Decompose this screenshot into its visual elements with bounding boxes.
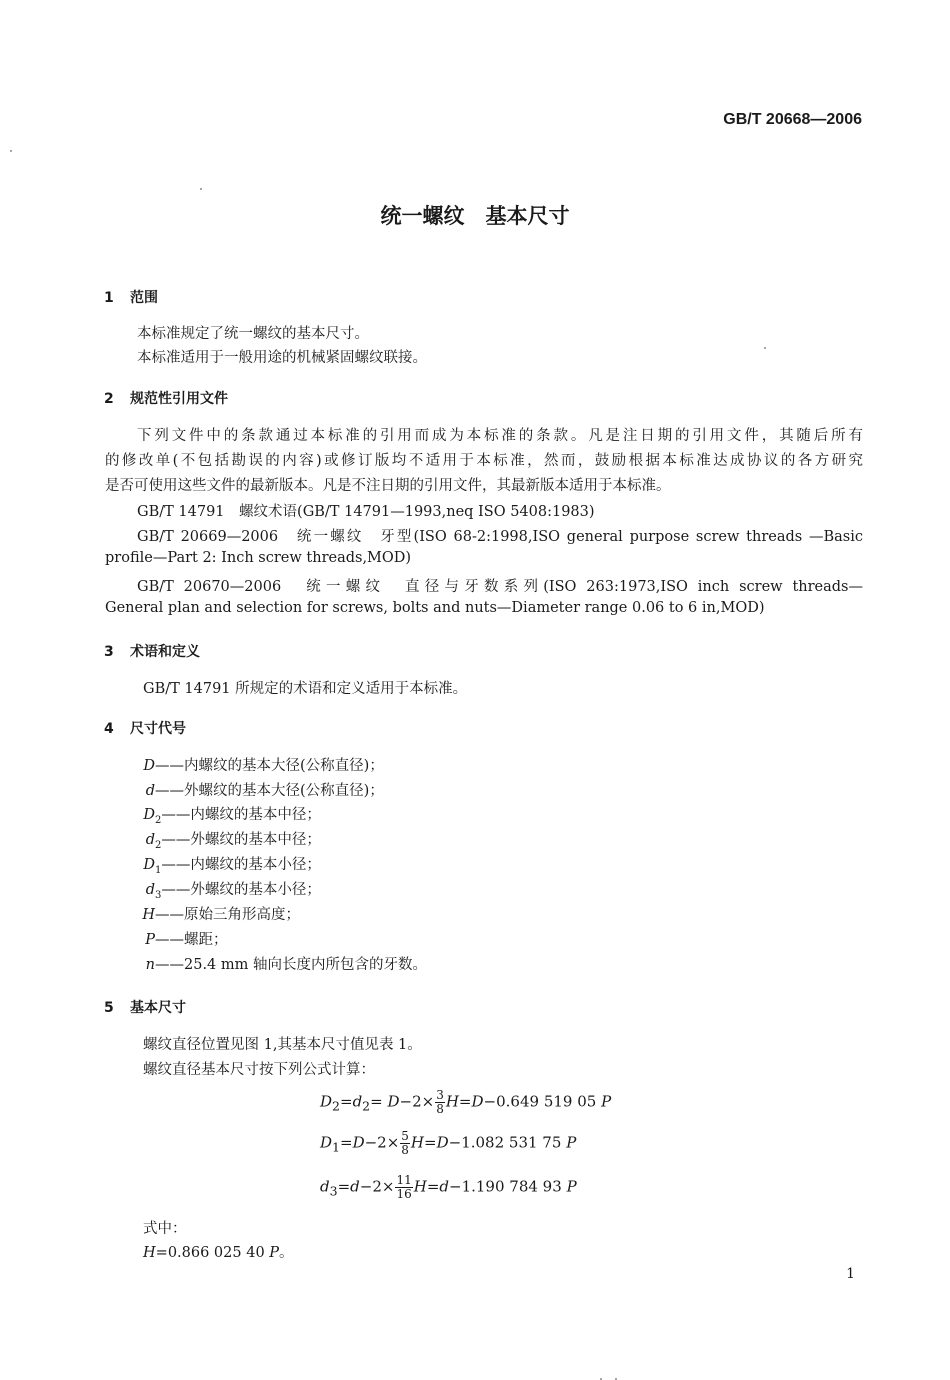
- symbol-description: ——内螺纹的基本中径；: [161, 807, 321, 823]
- formula-d3: $d_3=d-2\times$ $\frac{11}{16}$ H=d−1.190 784 93 P: [320, 1173, 577, 1201]
- symbol-item: [135, 903, 300, 924]
- coefficient: 1.190 784 93: [461, 1177, 562, 1196]
- section-title: 范围: [130, 290, 158, 306]
- section-heading-5: [104, 997, 186, 1017]
- reference-entry: GB/T 20669—2006 统一螺纹 牙型(ISO 68-2:1998,ISO general purpose screw threads —Basic: [137, 529, 863, 545]
- paragraph-line: 是否可使用这些文件的最新版本。凡是不注日期的引用文件，其最新版本适用于本标准。: [105, 478, 671, 494]
- symbol-item: [135, 953, 427, 974]
- paragraph-line: 下列文件中的条款通过本标准的引用而成为本标准的条款。凡是注日期的引用文件，其随后所有: [137, 428, 863, 444]
- symbol-description: ——内螺纹的基本小径；: [161, 857, 321, 873]
- section-title: 尺寸代号: [130, 721, 186, 737]
- section-heading-1: [104, 287, 158, 307]
- symbol: d: [145, 783, 155, 799]
- section-number: 1: [104, 290, 114, 306]
- reference-entry: GB/T 20670—2006 统一螺纹 直径与牙数系列(ISO 263:1973,ISO inch screw threads—: [137, 579, 863, 595]
- symbol-description: ——螺距；: [155, 932, 228, 948]
- symbol-description: ——外螺纹的基本大径(公称直径)；: [155, 783, 384, 799]
- symbol: n: [145, 957, 155, 973]
- symbol: d: [145, 882, 155, 898]
- symbol-description: ——内螺纹的基本大径(公称直径)；: [155, 758, 384, 774]
- paragraph-line: 的修改单(不包括勘误的内容)或修订版均不适用于本标准，然而，鼓励根据本标准达成协议的各方研究: [105, 453, 863, 469]
- symbol-item: [135, 754, 384, 775]
- reference-entry-cont: General plan and selection for screws, bolts and nuts—Diameter range 0.06 to 6 in,MOD): [105, 600, 765, 616]
- reference-entry: GB/T 14791 螺纹术语(GB/T 14791—1993,neq ISO 5408:1983): [137, 504, 595, 520]
- coefficient: 1.082 531 75: [461, 1133, 562, 1152]
- scan-speck: [10, 150, 12, 152]
- h-value: 0.866 025 40: [167, 1245, 265, 1261]
- symbol: d: [145, 832, 155, 848]
- basic-size-line: 螺纹直径基本尺寸按下列公式计算：: [143, 1062, 375, 1078]
- section-title: 基本尺寸: [130, 1000, 186, 1016]
- symbol-description: ——原始三角形高度；: [155, 907, 300, 923]
- page-title: 统一螺纹 基本尺寸: [380, 204, 570, 228]
- fraction: $\frac{3}{8}$: [436, 1088, 444, 1116]
- symbol-subscript: 1: [155, 864, 162, 876]
- section-number: 4: [104, 721, 114, 737]
- fraction: $\frac{5}{8}$: [401, 1129, 409, 1157]
- symbol-item: [135, 828, 321, 851]
- symbol: P: [145, 932, 155, 948]
- section-title: 术语和定义: [130, 644, 200, 660]
- symbol-item: [135, 779, 384, 800]
- section-number: 3: [104, 644, 114, 660]
- reference-entry-cont: profile—Part 2: Inch screw threads,MOD): [105, 550, 412, 566]
- symbol-item: [135, 803, 321, 826]
- coefficient: 0.649 519 05: [496, 1092, 597, 1111]
- symbol-description: ——外螺纹的基本中径；: [161, 832, 321, 848]
- section-heading-4: [104, 718, 186, 738]
- section-heading-2: [104, 388, 228, 408]
- scan-speck: [764, 347, 766, 349]
- where-definition: H=0.866 025 40 P。: [143, 1245, 294, 1261]
- formula-d1: $D_1=D-2\times$ $\frac{5}{8}$ H=D−1.082 531 75 P: [320, 1129, 577, 1157]
- symbol-subscript: 2: [155, 839, 162, 851]
- symbol-item: [135, 853, 321, 876]
- scope-line: 本标准规定了统一螺纹的基本尺寸。: [137, 326, 369, 342]
- page-number: 1: [846, 1266, 855, 1282]
- section-heading-3: [104, 641, 200, 661]
- symbol-description: ——25.4 mm 轴向长度内所包含的牙数。: [155, 957, 428, 973]
- formula-d2: $D_2=d_2= D-2\times$ $\frac{3}{8}$ H=D−0.649 519 05 P: [320, 1088, 612, 1116]
- symbol-description: ——外螺纹的基本小径；: [161, 882, 321, 898]
- section-number: 5: [104, 1000, 114, 1016]
- symbol: D: [143, 857, 155, 873]
- section-number: 2: [104, 391, 114, 407]
- scope-line: 本标准适用于一般用途的机械紧固螺纹联接。: [137, 350, 427, 366]
- standard-code: GB/T 20668—2006: [723, 111, 862, 128]
- symbol: D: [143, 807, 155, 823]
- symbol-subscript: 2: [155, 814, 162, 826]
- symbol-item: [135, 878, 321, 901]
- scan-speck: [200, 188, 202, 190]
- terms-line: GB/T 14791 所规定的术语和定义适用于本标准。: [143, 681, 468, 697]
- fraction: $\frac{11}{16}$: [396, 1173, 412, 1201]
- where-label: 式中：: [143, 1221, 187, 1237]
- section-title: 规范性引用文件: [130, 391, 228, 407]
- symbol: H: [142, 907, 155, 923]
- symbol-item: [135, 928, 228, 949]
- symbol: D: [143, 758, 155, 774]
- basic-size-line: 螺纹直径位置见图 1,其基本尺寸值见表 1。: [143, 1037, 422, 1053]
- symbol-subscript: 3: [155, 889, 162, 901]
